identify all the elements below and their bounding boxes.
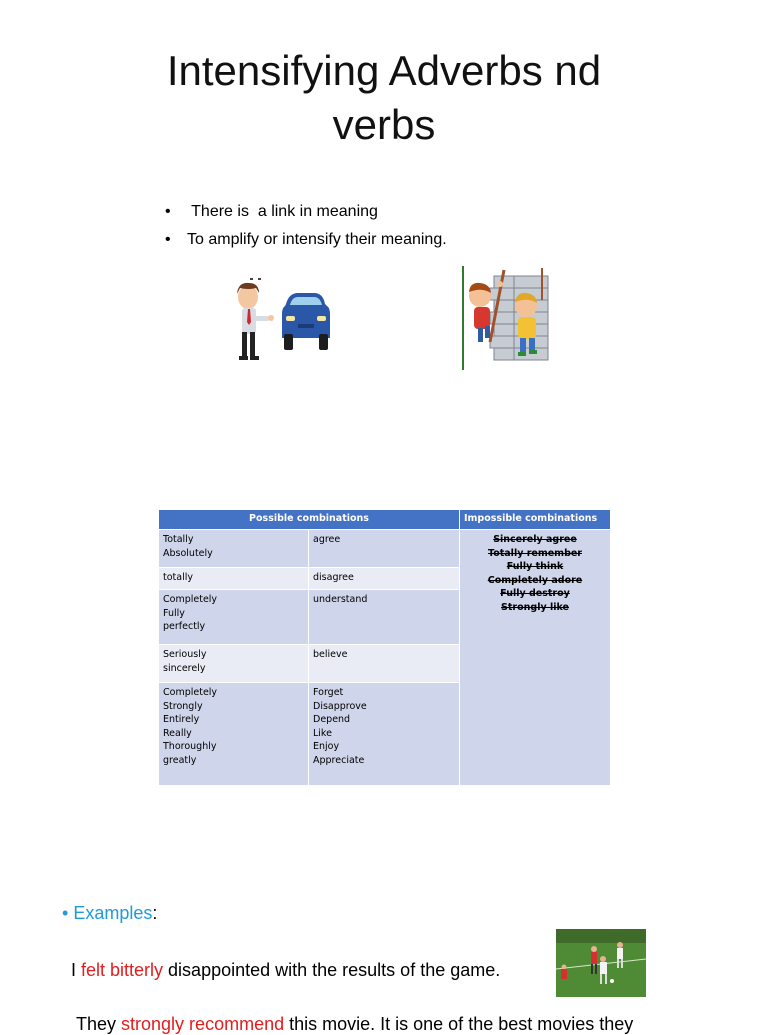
intensifier-highlight: strongly recommend [121, 1014, 285, 1034]
impossible-item: Totally remember [487, 547, 582, 559]
man-icon [237, 278, 274, 360]
bullet-dot-icon: • [165, 203, 171, 220]
man-and-car-illustration [228, 276, 332, 362]
impossible-item: Completely adore [487, 574, 583, 586]
header-impossible: Impossible combinations [460, 510, 611, 530]
adverbs-cell: Completely Fully perfectly [159, 590, 309, 645]
example-sentence-2: They strongly recommend this movie. It is one of the best movies they [76, 1014, 634, 1034]
bullet-list [165, 200, 447, 256]
player-red-icon [561, 965, 567, 980]
adverbs-cell: Completely Strongly Entirely Really Thoroughly greatly [159, 683, 309, 786]
impossible-item: Strongly like [501, 601, 569, 613]
verbs-cell: agree [309, 530, 460, 568]
bullet-text: To amplify or intensify their meaning. [187, 231, 447, 248]
bullet-dot-icon: • [165, 231, 171, 248]
example-sentence-1: I felt bitterly disappointed with the results of the game. [71, 960, 501, 980]
bullet-text: There is a link in meaning [187, 203, 378, 220]
verbs-cell: understand [309, 590, 460, 645]
verbs-cell: Forget Disapprove Depend Like Enjoy Appreciate [309, 683, 460, 786]
brick-wall-icon [490, 276, 548, 360]
title-line-1: Intensifying Adverbs nd [166, 47, 602, 94]
page-title [0, 44, 768, 152]
adverbs-cell: Totally Absolutely [159, 530, 309, 568]
kids-climbing-illustration [460, 266, 552, 370]
intensifier-highlight: felt bitterly [81, 960, 164, 980]
soccer-match-photo [556, 929, 646, 997]
verbs-cell: believe [309, 645, 460, 683]
ball-icon [610, 979, 614, 983]
adverbs-cell: Seriously sincerely [159, 645, 309, 683]
impossible-item: Fully think [506, 561, 564, 572]
adverbs-cell: totally [159, 568, 309, 590]
examples-colon: : [152, 903, 158, 923]
bullet-item [165, 200, 447, 228]
impossible-cell [460, 530, 611, 786]
impossible-item: Sincerely agree [493, 534, 577, 545]
impossible-item: Fully destroy [500, 588, 570, 599]
pole-icon [462, 266, 464, 370]
bullet-dot-icon: • [62, 903, 69, 923]
car-icon [282, 293, 330, 350]
header-possible: Possible combinations [159, 510, 460, 530]
examples-heading [62, 903, 157, 924]
bullet-item [165, 228, 447, 256]
verbs-cell: disagree [309, 568, 460, 590]
title-line-2: verbs [332, 101, 436, 148]
examples-label: Examples [73, 903, 153, 923]
combinations-table [158, 509, 611, 786]
table-row [159, 530, 611, 568]
